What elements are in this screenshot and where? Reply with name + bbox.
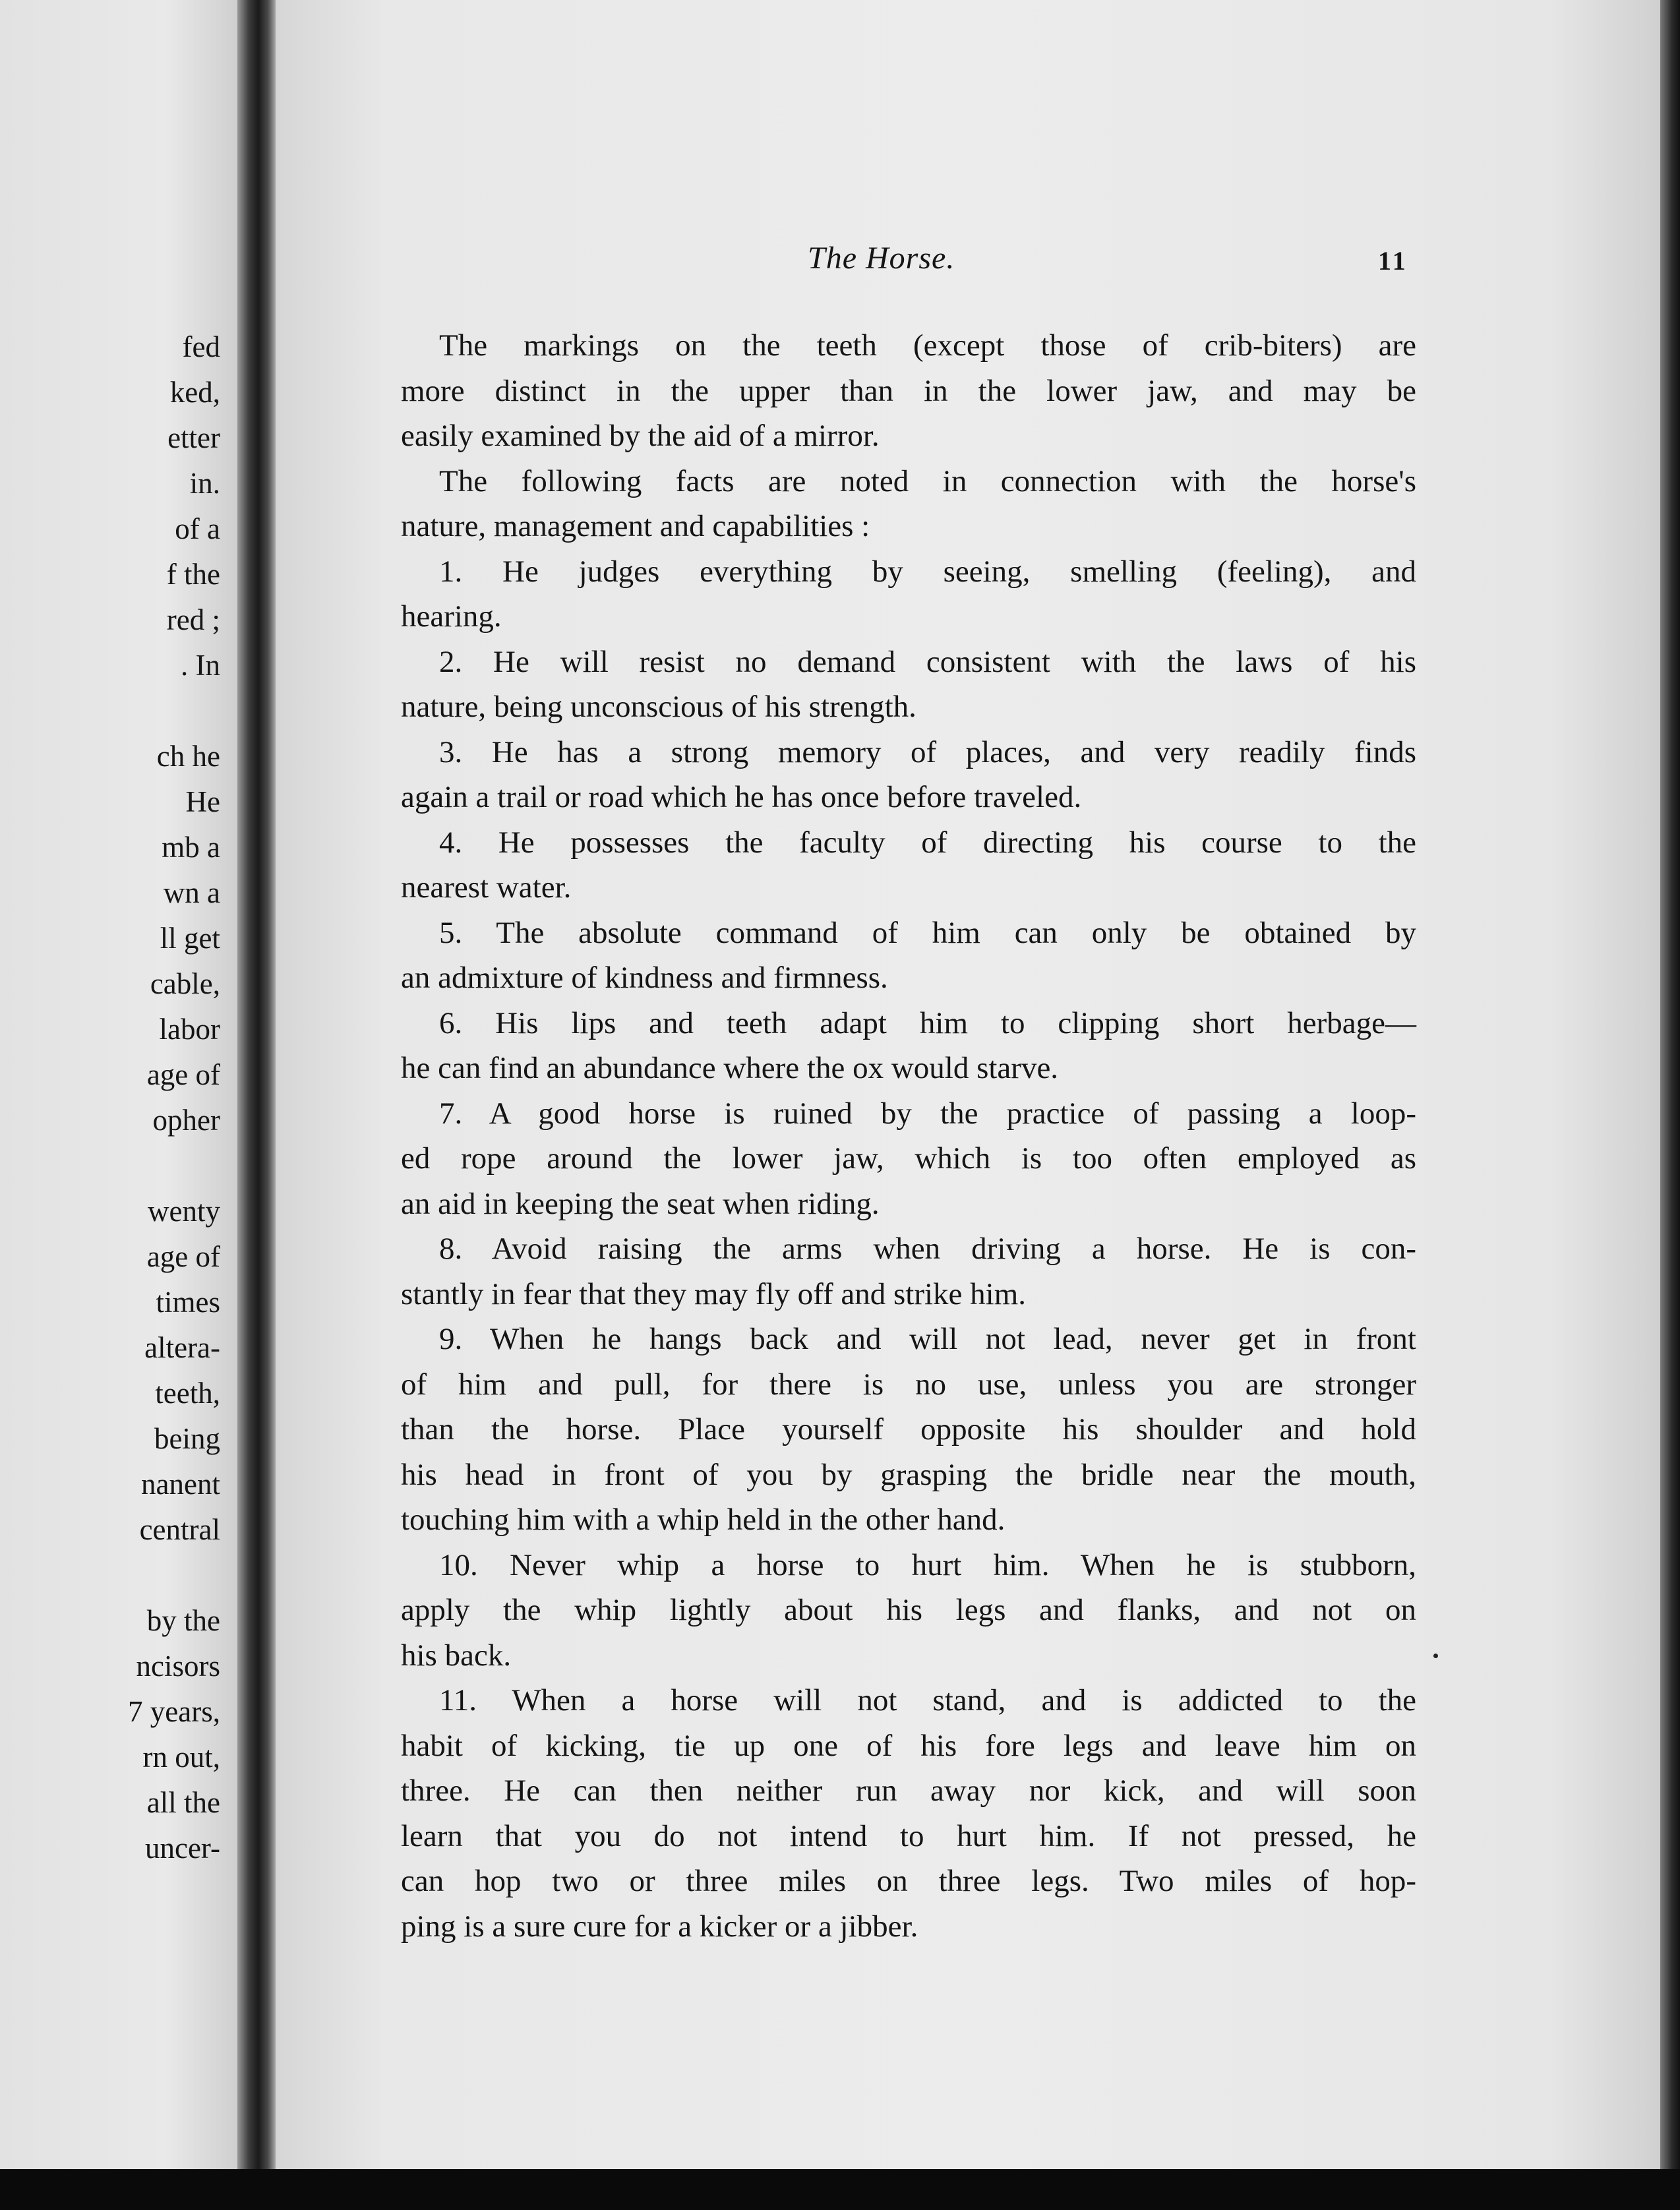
text-line: The following facts are noted in connection with the horse's <box>439 463 1416 498</box>
paragraph <box>401 640 1416 730</box>
text-line: of him and pull, for there is no use, unless you are stronger <box>401 1367 1416 1402</box>
left-page-line: fed <box>182 330 220 363</box>
text-line: his back. <box>401 1638 512 1673</box>
paragraph <box>401 820 1416 911</box>
text-line: 3. He has a strong memory of places, and very readily finds <box>439 734 1416 769</box>
paragraph <box>401 1226 1416 1317</box>
text-line: an admixture of kindness and firmness. <box>401 961 888 995</box>
facing-page-left <box>0 0 237 2210</box>
book-gutter <box>237 0 276 2210</box>
left-page-line: ncisors <box>136 1650 220 1683</box>
text-line: 4. He possesses the faculty of directing his course to the <box>439 825 1416 860</box>
left-page-line: wenty <box>148 1195 220 1228</box>
text-line: 6. His lips and teeth adapt him to clipping short herbage— <box>439 1005 1416 1040</box>
text-line: 5. The absolute command of him can only be obtained by <box>439 915 1416 950</box>
left-page-line: of a <box>175 512 220 545</box>
scan-border-bottom <box>0 2169 1680 2210</box>
left-page-line: f the <box>166 558 220 591</box>
text-line: more distinct in the upper than in the lower jaw, and may be <box>401 373 1416 408</box>
text-line: 8. Avoid raising the arms when driving a horse. He is con- <box>439 1232 1416 1266</box>
left-page-line: altera- <box>144 1331 220 1364</box>
text-line: apply the whip lightly about his legs and flanks, and not on <box>401 1593 1416 1627</box>
left-page-line: times <box>156 1286 220 1319</box>
left-page-line: by the <box>146 1604 220 1637</box>
left-page-line: . In <box>181 649 220 682</box>
text-line: 11. When a horse will not stand, and is addicted to the <box>439 1683 1416 1717</box>
left-page-line: red ; <box>166 603 220 636</box>
paragraph <box>401 1543 1416 1679</box>
left-page-line: in. <box>189 467 220 500</box>
left-page-line: rn out, <box>142 1741 220 1774</box>
left-page-line: being <box>154 1422 220 1455</box>
text-line: nature, management and capabilities : <box>401 509 870 543</box>
paragraph <box>401 911 1416 1001</box>
text-line: ping is a sure cure for a kicker or a jibber. <box>401 1909 918 1944</box>
body-text <box>401 323 1416 1949</box>
left-page-line: ll get <box>160 922 220 955</box>
left-page-line: age of <box>146 1058 220 1091</box>
page-edge-right <box>1660 0 1680 2210</box>
text-line: 1. He judges everything by seeing, smelling (feeling), and <box>439 554 1416 589</box>
left-page-line: nanent <box>141 1468 220 1501</box>
text-line: again a trail or road which he has once before traveled. <box>401 780 1082 814</box>
text-line: three. He can then neither run away nor kick, and will soon <box>401 1774 1416 1808</box>
left-page-line: ked, <box>169 376 220 409</box>
paragraph <box>401 1091 1416 1227</box>
paragraph <box>401 1678 1416 1949</box>
text-line: nearest water. <box>401 870 572 905</box>
left-page-line: ch he <box>156 740 220 773</box>
ink-speck <box>1433 1654 1438 1658</box>
text-line: ed rope around the lower jaw, which is too often employed as <box>401 1141 1416 1176</box>
left-page-line: teeth, <box>155 1377 220 1410</box>
left-page-line: uncer- <box>144 1832 220 1865</box>
text-line: 10. Never whip a horse to hurt him. When he is stubborn, <box>439 1547 1416 1582</box>
text-line: habit of kicking, tie up one of his fore legs and leave him on <box>401 1728 1416 1763</box>
text-line: 7. A good horse is ruined by the practice of passing a loop- <box>439 1096 1416 1131</box>
left-page-line: central <box>139 1513 220 1546</box>
text-line: hearing. <box>401 599 502 634</box>
text-line: 9. When he hangs back and will not lead, never get in front <box>439 1322 1416 1356</box>
text-line: touching him with a whip held in the other hand. <box>401 1503 1005 1537</box>
text-line: he can find an abundance where the ox would starve. <box>401 1051 1059 1085</box>
text-line: nature, being unconscious of his strength. <box>401 690 916 724</box>
text-line: than the horse. Place yourself opposite his shoulder and hold <box>401 1412 1416 1447</box>
left-page-line: opher <box>152 1104 220 1137</box>
paragraph <box>401 459 1416 549</box>
paragraph <box>401 323 1416 459</box>
text-line: an aid in keeping the seat when riding. <box>401 1186 880 1221</box>
paragraph <box>401 730 1416 820</box>
left-page-line: age of <box>146 1240 220 1273</box>
text-line: The markings on the teeth (except those of crib-biters) are <box>439 328 1416 363</box>
left-page-line: 7 years, <box>128 1695 220 1728</box>
text-line: stantly in fear that they may fly off and strike him. <box>401 1276 1027 1311</box>
left-page-line: wn a <box>163 876 220 909</box>
text-line: 2. He will resist no demand consistent with the laws of his <box>439 644 1416 679</box>
paragraph <box>401 1001 1416 1091</box>
text-line: his head in front of you by grasping the bridle near the mouth, <box>401 1457 1416 1492</box>
left-page-line: etter <box>167 421 220 454</box>
paragraph <box>401 1317 1416 1543</box>
paragraph <box>401 549 1416 640</box>
text-line: easily examined by the aid of a mirror. <box>401 419 880 453</box>
left-page-line: all the <box>146 1786 220 1819</box>
left-page-line: mb a <box>162 831 220 864</box>
left-page-line: He <box>185 785 220 818</box>
left-page-line: labor <box>159 1013 220 1046</box>
page-number: 11 <box>1378 246 1408 276</box>
text-line: learn that you do not intend to hurt him. If not pressed, he <box>401 1818 1416 1853</box>
left-page-line: cable, <box>150 967 220 1000</box>
text-line: can hop two or three miles on three legs. Two miles of hop- <box>401 1864 1416 1898</box>
running-head: The Horse. <box>808 241 955 276</box>
